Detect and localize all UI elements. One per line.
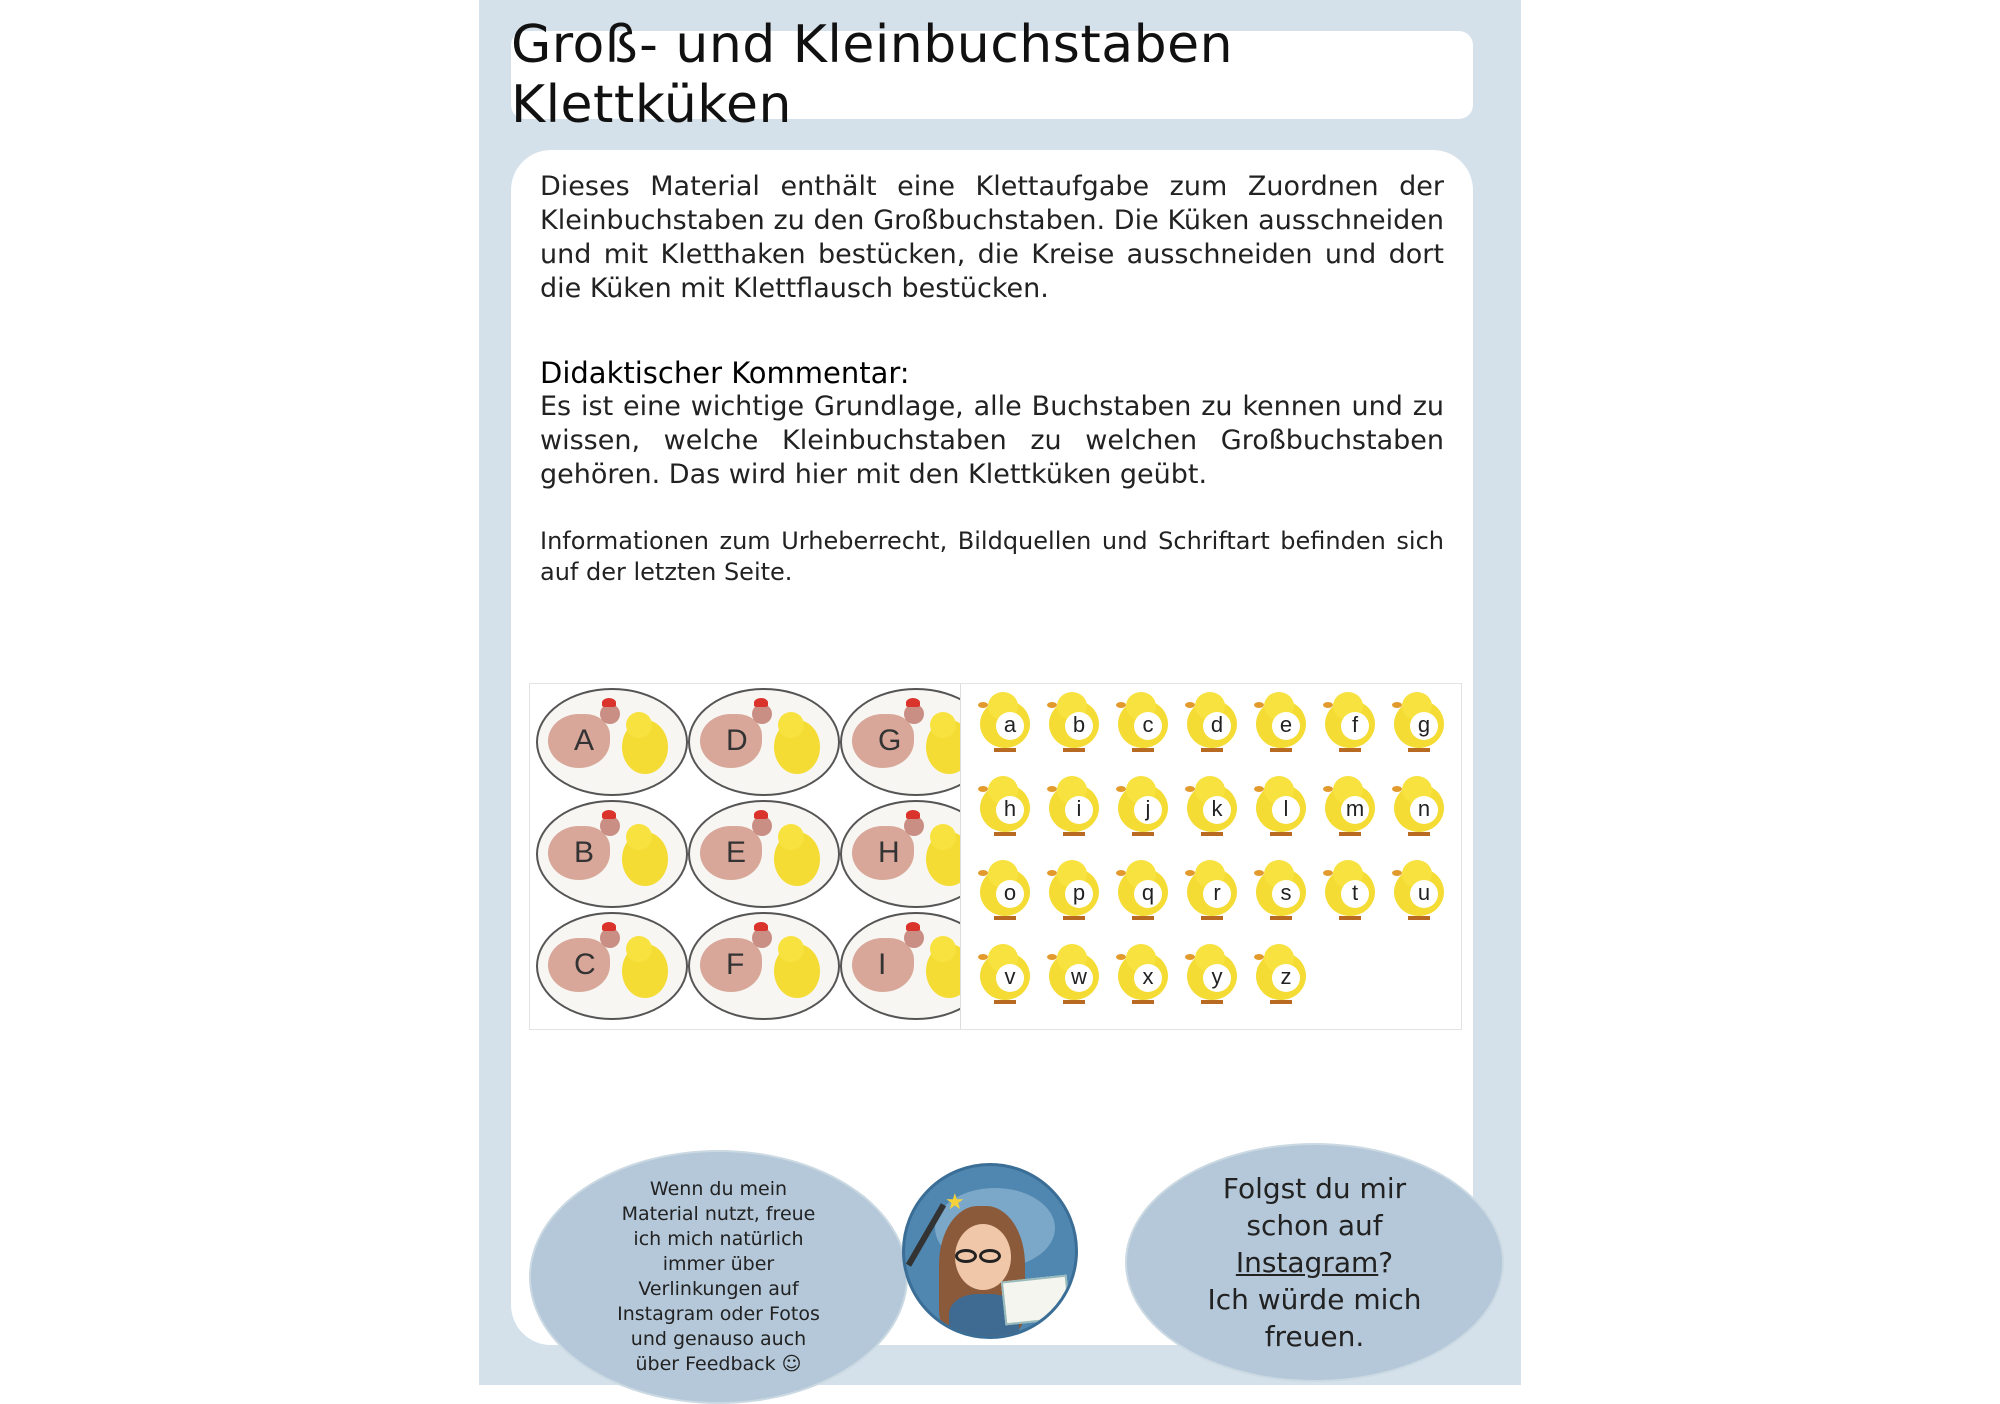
chick-card-letter: k [1203,796,1231,824]
comment-heading: Didaktischer Kommentar: [540,356,910,390]
chick-card [1183,776,1241,840]
chick-beak [1254,954,1264,960]
chick-card-letter: h [996,796,1024,824]
chick-beak [1323,786,1333,792]
description-text [540,170,1444,588]
chick-card-letter: f [1341,712,1369,740]
instagram-text [1185,1170,1445,1355]
chick-card [1045,944,1103,1008]
hen-head [904,704,924,724]
material-preview-image [529,683,1462,1030]
chick-beak [1254,870,1264,876]
chick-card [1114,692,1172,756]
hen-comb [754,810,768,819]
book-icon [1001,1275,1071,1326]
chick-beak [1185,786,1195,792]
chick-card [1390,692,1448,756]
chick-beak [1392,786,1402,792]
chick-card-letter: n [1410,796,1438,824]
chick-card [1114,776,1172,840]
chick-card-letter: i [1065,796,1093,824]
chick-beak [1254,786,1264,792]
chick-card-letter: r [1203,880,1231,908]
chick-card [976,860,1034,924]
hen-card-letter: F [726,948,745,981]
chick-card [1390,860,1448,924]
chick-feet [1270,832,1292,836]
chick-card [1321,692,1379,756]
chick-card [976,944,1034,1008]
chick-feet [1201,832,1223,836]
chick-head [626,712,652,738]
chick-feet [1201,748,1223,752]
chick-beak [1392,702,1402,708]
chick-beak [1116,786,1126,792]
chick-card [1252,860,1310,924]
chick-head [778,824,804,850]
hen-head [904,816,924,836]
hen-card-letter: C [574,948,596,981]
chick-head [778,936,804,962]
chick-feet [1408,916,1430,920]
chick-card-letter: s [1272,880,1300,908]
intro-paragraph: Dieses Material enthält eine Klettaufgabe zum Zuordnen der Kleinbuchstaben zu den Großbuchstaben. Die Küken ausschneiden und mit Kletthaken bestücken, die Kreise ausschneiden und dort die Küken mit Klettflausch bestücken. [540,171,1444,304]
chick-feet [1063,1000,1085,1004]
chick-beak [978,702,988,708]
hen-head [600,704,620,724]
info-paragraph: Informationen zum Urheberrecht, Bildquellen und Schriftart befinden sich auf der letzten Seite. [540,527,1444,586]
hen-comb [906,810,920,819]
hen-head [600,816,620,836]
hen-cards-area [530,684,961,1029]
chick-feet [994,1000,1016,1004]
chick-card-letter: o [996,880,1024,908]
hen-card-letter: I [878,948,887,981]
author-avatar [902,1163,1078,1339]
chick-card [1321,860,1379,924]
chick-feet [1063,916,1085,920]
chick-card-letter: u [1410,880,1438,908]
chick-beak [978,786,988,792]
hen-card-letter: B [574,836,595,869]
chick-head [626,936,652,962]
chick-beak [1323,870,1333,876]
chick-card-letter: x [1134,964,1162,992]
page-title: Groß- und Kleinbuchstaben Klettküken [511,15,1234,135]
chick-feet [1132,916,1154,920]
chick-feet [1339,916,1361,920]
chick-head [930,824,956,850]
instagram-bubble [1125,1143,1504,1382]
chick-feet [1270,916,1292,920]
chick-head [930,936,956,962]
hen-comb [906,922,920,931]
chick-card-letter: v [996,964,1024,992]
document-page [479,0,1521,1385]
chick-card [1252,944,1310,1008]
chick-card-letter: t [1341,880,1369,908]
chick-feet [1063,748,1085,752]
chick-card [1045,692,1103,756]
instagram-line2: Ich würde mich freuen. [1207,1283,1422,1353]
chick-feet [1201,916,1223,920]
hen-card [536,800,688,908]
chick-card-letter: l [1272,796,1300,824]
chick-card-letter: z [1272,964,1300,992]
chick-feet [1132,748,1154,752]
hen-card [840,912,961,1020]
chick-feet [1408,748,1430,752]
chick-feet [1270,748,1292,752]
chick-card [1252,692,1310,756]
chick-card-letter: w [1065,964,1093,992]
hen-card-letter: D [726,724,748,757]
chick-feet [1132,832,1154,836]
chick-feet [1201,1000,1223,1004]
chick-card [1045,776,1103,840]
chick-beak [1116,954,1126,960]
hen-card [688,800,840,908]
hen-comb [602,698,616,707]
hen-comb [906,698,920,707]
chick-beak [978,870,988,876]
chick-card [1252,776,1310,840]
chick-card [1390,776,1448,840]
chick-card [976,692,1034,756]
chick-beak [1185,870,1195,876]
chick-beak [1185,702,1195,708]
hen-card-letter: G [878,724,902,757]
chick-head [778,712,804,738]
chick-card-letter: q [1134,880,1162,908]
chick-feet [1408,832,1430,836]
chick-beak [1392,870,1402,876]
chick-card [1114,944,1172,1008]
chick-feet [994,916,1016,920]
chick-card [1183,692,1241,756]
chick-card-letter: y [1203,964,1231,992]
chick-card-letter: p [1065,880,1093,908]
chick-beak [1116,870,1126,876]
chick-card-letter: e [1272,712,1300,740]
chick-card-letter: d [1203,712,1231,740]
hen-head [752,816,772,836]
hen-head [904,928,924,948]
chick-card [1183,944,1241,1008]
title-box [511,15,1473,135]
chick-head [930,712,956,738]
hen-head [600,928,620,948]
chick-beak [1254,702,1264,708]
chick-card-letter: a [996,712,1024,740]
chick-feet [1063,832,1085,836]
instagram-line1: Folgst du mir schon auf [1222,1172,1407,1242]
chick-feet [994,748,1016,752]
chick-beak [1047,702,1057,708]
chick-card [1321,776,1379,840]
hen-card-letter: A [574,724,595,757]
comment-paragraph: Es ist eine wichtige Grundlage, alle Buchstaben zu kennen und zu wissen, welche Kleinbuchstaben zu welchen Großbuchstaben gehören. Das wird hier mit den Klettküken geübt. [540,391,1444,490]
chick-feet [1339,748,1361,752]
chick-feet [1132,1000,1154,1004]
chick-feet [994,832,1016,836]
hen-card [536,912,688,1020]
star-icon: ★ [945,1190,965,1215]
chick-card-letter: j [1134,796,1162,824]
chick-beak [1047,786,1057,792]
chick-card-letter: b [1065,712,1093,740]
instagram-question-mark: ? [1378,1246,1394,1279]
chick-feet [1339,832,1361,836]
chick-beak [1047,954,1057,960]
chick-card [1183,860,1241,924]
hen-card [688,688,840,796]
chick-feet [1270,1000,1292,1004]
chick-beak [1047,870,1057,876]
chick-beak [978,954,988,960]
instagram-link[interactable]: Instagram [1235,1246,1379,1279]
hen-card [536,688,688,796]
hen-comb [754,698,768,707]
hen-comb [754,922,768,931]
chick-head [626,824,652,850]
hen-card [688,912,840,1020]
chick-card [976,776,1034,840]
chick-cards-area [966,684,1461,1029]
chick-beak [1185,954,1195,960]
content-box [511,150,1473,1375]
hen-head [752,704,772,724]
chick-card-letter: c [1134,712,1162,740]
hen-comb [602,810,616,819]
chick-card [1114,860,1172,924]
chick-beak [1116,702,1126,708]
hen-card-letter: E [726,836,747,869]
feedback-bubble [529,1150,908,1404]
hen-head [752,928,772,948]
hen-card [840,688,961,796]
chick-card [1045,860,1103,924]
glasses-icon [955,1248,1011,1262]
chick-beak [1323,702,1333,708]
chick-card-letter: g [1410,712,1438,740]
hen-comb [602,922,616,931]
hen-card-letter: H [878,836,900,869]
chick-card-letter: m [1341,796,1369,824]
hen-card [840,800,961,908]
feedback-text: Wenn du mein Material nutzt, freue ich mich natürlich immer über Verlinkungen auf Instagram oder Fotos und genauso auch über Feedback ☺ [617,1178,820,1375]
